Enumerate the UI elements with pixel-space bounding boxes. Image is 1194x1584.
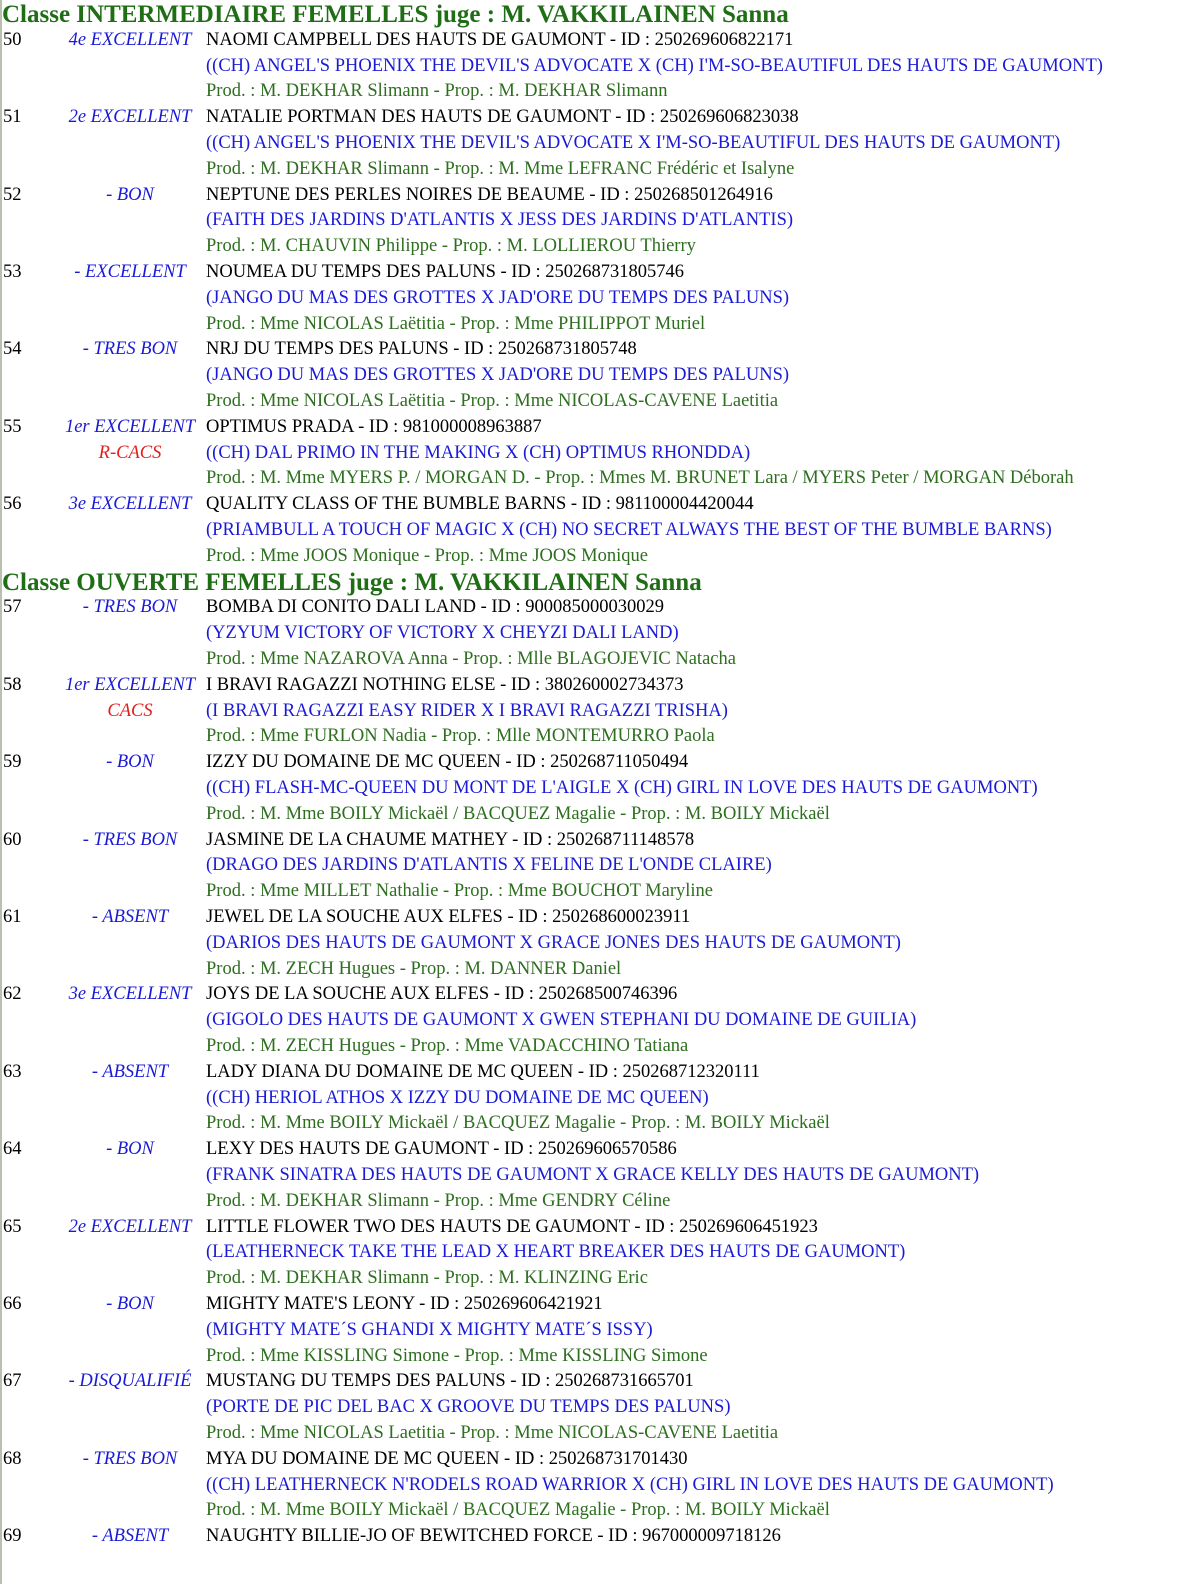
entry-owners: Prod. : M. Mme BOILY Mickaël / BACQUEZ Magalie - Prop. : M. BOILY Mickaël <box>206 803 830 824</box>
entry-grade: - TRES BON <box>82 1448 178 1469</box>
entry-dog-name: BOMBA DI CONITO DALI LAND - ID : 900085000030029 <box>206 597 665 618</box>
entry-number: 68 <box>3 1448 22 1469</box>
entry-dog-name: JOYS DE LA SOUCHE AUX ELFES - ID : 250268500746396 <box>206 984 678 1005</box>
entry-number: 51 <box>3 107 22 128</box>
entry-parents: ((CH) LEATHERNECK N'RODELS ROAD WARRIOR X (CH) GIRL IN LOVE DES HAUTS DE GAUMONT) <box>206 1474 1054 1495</box>
entry-number: 55 <box>3 416 22 437</box>
entry-grade: - TRES BON <box>82 339 178 360</box>
entry-parents: (GIGOLO DES HAUTS DE GAUMONT X GWEN STEPHANI DU DOMAINE DE GUILIA) <box>206 1010 917 1031</box>
entry-dog-name: IZZY DU DOMAINE DE MC QUEEN - ID : 250268711050494 <box>206 752 689 773</box>
entry-dog-name: LITTLE FLOWER TWO DES HAUTS DE GAUMONT - ID : 250269606451923 <box>206 1216 818 1237</box>
entry-number: 64 <box>3 1139 22 1160</box>
entry-owners: Prod. : Mme NICOLAS Laetitia - Prop. : Mme NICOLAS-CAVENE Laetitia <box>206 1423 779 1443</box>
entry-dog-name: LADY DIANA DU DOMAINE DE MC QUEEN - ID : 250268712320111 <box>206 1061 760 1082</box>
entry-grade: - BON <box>106 752 154 773</box>
entry-dog-name: NRJ DU TEMPS DES PALUNS - ID : 250268731805748 <box>206 339 637 360</box>
entry-owners: Prod. : M. ZECH Hugues - Prop. : M. DANNER Daniel <box>206 958 622 979</box>
entry-parents: ((CH) DAL PRIMO IN THE MAKING X (CH) OPTIMUS RHONDDA) <box>206 442 751 463</box>
entry-grade: - ABSENT <box>91 907 169 927</box>
entry-owners: Prod. : Mme JOOS Monique - Prop. : Mme JOOS Monique <box>206 545 648 566</box>
entry-number: 59 <box>3 752 22 773</box>
entry-number: 63 <box>3 1061 22 1082</box>
entry-number: 56 <box>3 494 22 515</box>
entry-parents: (JANGO DU MAS DES GROTTES X JAD'ORE DU TEMPS DES PALUNS) <box>206 365 790 386</box>
entry-number: 62 <box>3 984 22 1005</box>
entry-parents: ((CH) ANGEL'S PHOENIX THE DEVIL'S ADVOCATE X (CH) I'M-SO-BEAUTIFUL DES HAUTS DE GAUMONT) <box>206 55 1103 76</box>
entry-number: 57 <box>3 597 22 618</box>
class-header: Classe INTERMEDIAIRE FEMELLES juge : M. VAKKILAINEN Sanna <box>2 1 789 28</box>
entry-parents: (LEATHERNECK TAKE THE LEAD X HEART BREAKER DES HAUTS DE GAUMONT) <box>206 1242 906 1263</box>
entry-grade: - BON <box>106 1294 154 1314</box>
entry-grade: - EXCELLENT <box>74 262 186 282</box>
entry-grade: - BON <box>106 184 154 205</box>
entry-owners: Prod. : Mme NAZAROVA Anna - Prop. : Mlle BLAGOJEVIC Natacha <box>206 649 736 669</box>
left-border <box>0 0 2 1584</box>
entry-owners: Prod. : M. DEKHAR Slimann - Prop. : M. Mme LEFRANC Frédéric et Isalyne <box>206 158 795 179</box>
entry-award: CACS <box>107 700 153 721</box>
entry-grade: 3e EXCELLENT <box>68 494 192 515</box>
entry-owners: Prod. : M. CHAUVIN Philippe - Prop. : M. LOLLIEROU Thierry <box>206 236 696 257</box>
entry-dog-name: MYA DU DOMAINE DE MC QUEEN - ID : 250268731701430 <box>206 1448 688 1469</box>
entry-grade: - BON <box>106 1139 154 1160</box>
entry-grade: 3e EXCELLENT <box>68 984 192 1005</box>
entry-owners: Prod. : M. ZECH Hugues - Prop. : Mme VADACCHINO Tatiana <box>206 1036 689 1056</box>
entry-parents: (FAITH DES JARDINS D'ATLANTIS X JESS DES JARDINS D'ATLANTIS) <box>206 210 794 231</box>
entry-dog-name: NAUGHTY BILLIE-JO OF BEWITCHED FORCE - ID : 967000009718126 <box>206 1526 781 1547</box>
entry-parents: (YZYUM VICTORY OF VICTORY X CHEYZI DALI LAND) <box>206 623 679 644</box>
entry-owners: Prod. : M. DEKHAR Slimann - Prop. : Mme GENDRY Céline <box>206 1190 671 1211</box>
entry-grade: 1er EXCELLENT <box>64 674 196 695</box>
entry-grade: 4e EXCELLENT <box>68 29 192 50</box>
entry-owners: Prod. : Mme MILLET Nathalie - Prop. : Mme BOUCHOT Maryline <box>206 881 713 902</box>
entry-award: R-CACS <box>98 442 162 463</box>
entry-owners: Prod. : M. DEKHAR Slimann - Prop. : M. KLINZING Eric <box>206 1268 648 1289</box>
entry-dog-name: QUALITY CLASS OF THE BUMBLE BARNS - ID : 981100004420044 <box>206 494 754 515</box>
entry-owners: Prod. : Mme NICOLAS Laëtitia - Prop. : Mme PHILIPPOT Muriel <box>206 313 706 334</box>
entry-parents: ((CH) ANGEL'S PHOENIX THE DEVIL'S ADVOCATE X I'M-SO-BEAUTIFUL DES HAUTS DE GAUMONT) <box>206 133 1061 153</box>
entry-dog-name: JEWEL DE LA SOUCHE AUX ELFES - ID : 250268600023911 <box>206 907 691 927</box>
entry-parents: ((CH) HERIOL ATHOS X IZZY DU DOMAINE DE MC QUEEN) <box>206 1087 709 1108</box>
entry-owners: Prod. : M. DEKHAR Slimann - Prop. : M. DEKHAR Slimann <box>206 81 668 102</box>
entry-dog-name: JASMINE DE LA CHAUME MATHEY - ID : 250268711148578 <box>206 829 695 850</box>
class-header: Classe OUVERTE FEMELLES juge : M. VAKKILAINEN Sanna <box>2 568 702 596</box>
entry-number: 53 <box>3 262 22 282</box>
entry-parents: (PRIAMBULL A TOUCH OF MAGIC X (CH) NO SECRET ALWAYS THE BEST OF THE BUMBLE BARNS) <box>206 520 1052 540</box>
entry-dog-name: MIGHTY MATE'S LEONY - ID : 250269606421921 <box>206 1294 603 1314</box>
entry-number: 67 <box>3 1371 22 1392</box>
entry-parents: (FRANK SINATRA DES HAUTS DE GAUMONT X GRACE KELLY DES HAUTS DE GAUMONT) <box>206 1165 980 1185</box>
entry-dog-name: NOUMEA DU TEMPS DES PALUNS - ID : 250268731805746 <box>206 262 684 282</box>
entry-owners: Prod. : M. Mme BOILY Mickaël / BACQUEZ Magalie - Prop. : M. BOILY Mickaël <box>206 1500 830 1521</box>
entry-grade: - TRES BON <box>82 829 178 850</box>
entry-owners: Prod. : Mme NICOLAS Laëtitia - Prop. : Mme NICOLAS-CAVENE Laetitia <box>206 391 779 411</box>
entry-dog-name: NAOMI CAMPBELL DES HAUTS DE GAUMONT - ID : 250269606822171 <box>206 29 794 50</box>
entry-dog-name: NATALIE PORTMAN DES HAUTS DE GAUMONT - ID : 250269606823038 <box>206 107 799 128</box>
entry-parents: (DARIOS DES HAUTS DE GAUMONT X GRACE JONES DES HAUTS DE GAUMONT) <box>206 932 901 953</box>
entry-owners: Prod. : Mme FURLON Nadia - Prop. : Mlle MONTEMURRO Paola <box>206 726 715 747</box>
entry-number: 69 <box>3 1526 22 1547</box>
entry-dog-name: MUSTANG DU TEMPS DES PALUNS - ID : 250268731665701 <box>206 1371 694 1392</box>
entry-dog-name: NEPTUNE DES PERLES NOIRES DE BEAUME - ID : 250268501264916 <box>206 184 773 205</box>
entry-grade: - ABSENT <box>91 1526 169 1547</box>
entry-grade: 2e EXCELLENT <box>68 1216 192 1237</box>
entry-parents: (DRAGO DES JARDINS D'ATLANTIS X FELINE DE L'ONDE CLAIRE) <box>206 855 772 876</box>
entry-parents: (MIGHTY MATE´S GHANDI X MIGHTY MATE´S ISSY) <box>206 1319 653 1340</box>
entry-number: 60 <box>3 829 22 850</box>
entry-parents: (I BRAVI RAGAZZI EASY RIDER X I BRAVI RAGAZZI TRISHA) <box>206 700 728 721</box>
entry-number: 66 <box>3 1294 22 1314</box>
entry-number: 50 <box>3 29 22 50</box>
entry-grade: - DISQUALIFIÉ <box>68 1371 192 1392</box>
entry-owners: Prod. : M. Mme MYERS P. / MORGAN D. - Prop. : Mmes M. BRUNET Lara / MYERS Peter / MORGAN Déborah <box>206 468 1074 489</box>
entry-number: 52 <box>3 184 22 205</box>
entry-grade: 2e EXCELLENT <box>68 107 192 128</box>
entry-dog-name: OPTIMUS PRADA - ID : 981000008963887 <box>206 416 542 437</box>
entry-number: 58 <box>3 674 22 695</box>
entry-parents: (PORTE DE PIC DEL BAC X GROOVE DU TEMPS DES PALUNS) <box>206 1397 731 1418</box>
entry-dog-name: LEXY DES HAUTS DE GAUMONT - ID : 250269606570586 <box>206 1139 677 1160</box>
entry-dog-name: I BRAVI RAGAZZI NOTHING ELSE - ID : 380260002734373 <box>206 674 684 695</box>
entry-grade: 1er EXCELLENT <box>64 416 196 437</box>
entry-grade: - ABSENT <box>91 1061 169 1082</box>
entry-number: 61 <box>3 907 22 927</box>
entry-parents: (JANGO DU MAS DES GROTTES X JAD'ORE DU TEMPS DES PALUNS) <box>206 287 790 308</box>
entry-number: 65 <box>3 1216 22 1237</box>
entry-owners: Prod. : M. Mme BOILY Mickaël / BACQUEZ Magalie - Prop. : M. BOILY Mickaël <box>206 1113 830 1134</box>
entry-parents: ((CH) FLASH-MC-QUEEN DU MONT DE L'AIGLE X (CH) GIRL IN LOVE DES HAUTS DE GAUMONT) <box>206 778 1038 798</box>
entry-number: 54 <box>3 339 22 360</box>
entry-grade: - TRES BON <box>82 597 178 618</box>
entry-owners: Prod. : Mme KISSLING Simone - Prop. : Mme KISSLING Simone <box>206 1345 708 1366</box>
